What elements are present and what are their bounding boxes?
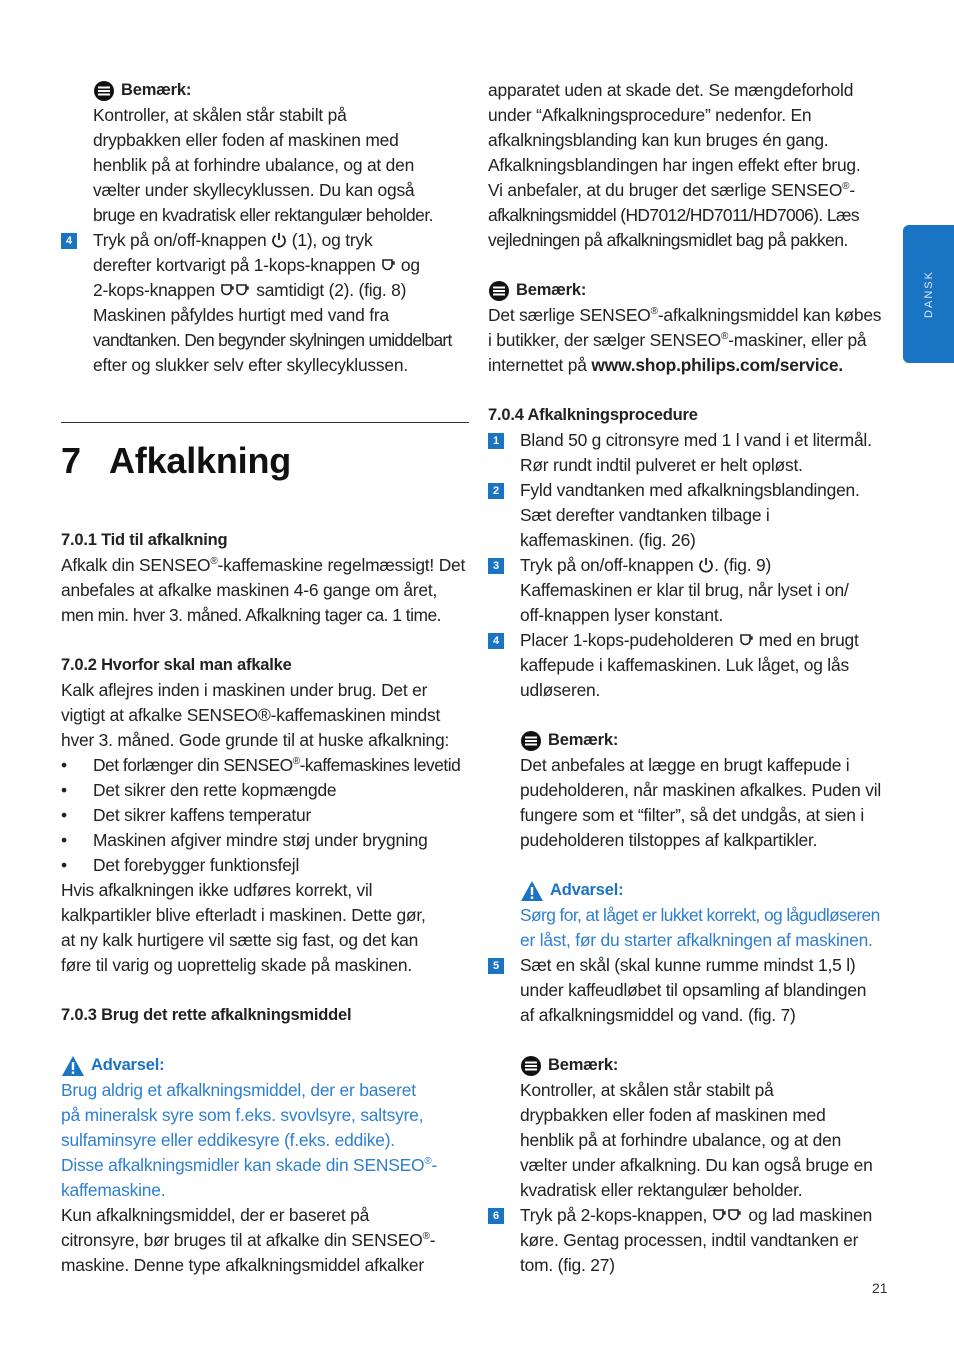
two-cups-icon: [712, 1207, 744, 1223]
note-icon: [488, 280, 510, 302]
note-heading: Bemærk:: [520, 1053, 896, 1078]
list-item: • Det forlænger din SENSEO®-kaffemaskines levetid: [61, 753, 469, 778]
note-heading: Bemærk:: [488, 278, 896, 303]
left-column: Bemærk: Kontroller, at skålen står stabilt på drypbakken eller foden af maskinen med henblik på at forhindre ubalance, og at den vælter under skyllecyklussen. Du kan også bruge en kvadratisk eller rektangulær beholder. 4 Tryk på on/off-knappen (1), og tryk derefter kortvarigt på 1-kops-knappen og 2-kops-knappen samtidigt (2). (fig. 8) Maskinen påfyldes hurtigt med vand fra vandtanken. Den begynder skylningen umiddelbart efter og slukker selv efter skyllecyklussen. 7 Afkalkning 7.0.1 Tid til afkalkning Afkalk din SENSEO®-kaffemaskine regelmæssigt! Det anbefales at afkalke maskinen 4-6 gange om året, men min. hver 3. måned. Afkalkning tager ca. 1 time. 7.0.2 Hvorfor skal man afkalke Kalk aflejres inden i maskinen under brug. Det er vigtigt at afkalke SENSEO®-kaffemaskinen mindst hver 3. måned. Gode grunde til at huske afkalkning: • Det forlænger din SENSEO®-kaffemaskines levetid • Det sikrer den rette kopmængde • Det sikrer kaffens temperatur • Maskinen afgiver mindre støj under brygning • Det forebygger funktionsfejl Hvis afkalkningen ikke udføres korrekt, vil kalkpartikler blive efterladt i maskinen. Dette gør, at ny kalk hurtigere vil sætte sig fast, og det kan føre til varig og uoprettelig skade på maskinen. 7.0.3 Brug det rette afkalkningsmiddel Advarsel: Brug aldrig et afkalkningsmiddel, der er baseret på mineralsk syre som f.eks. svovlsyre, saltsyre, sulfaminsyre eller eddikesyre (f.eks. eddike). Disse afkalkningsmidler kan skade din SENSEO®- kaffemaskine. Kun afkalkningsmiddel, der er baseret på citronsyre, bør bruges til at afkalke din SENSEO®- maskine. Denne type afkalkningsmiddel afkalker: [61, 78, 469, 1278]
note-block: Bemærk: Det anbefales at lægge en brugt kaffepude i pudeholderen, når maskinen afkalkes. Puden vil fungere som et “filter”, så det undgås, at sien i pudeholderen tilstoppes af kalkpartikler.: [488, 728, 896, 853]
note-block: Bemærk: Kontroller, at skålen står stabilt på drypbakken eller foden af maskinen med henblik på at forhindre ubalance, og at den vælter under afkalkning. Du kan også bruge en kvadratisk eller rektangulær beholder.: [488, 1053, 896, 1203]
note-line: vælter under skyllecyklussen. Du kan også: [93, 180, 415, 200]
step-number: 5: [488, 958, 504, 974]
step-number: 1: [488, 433, 504, 449]
warning-icon: [61, 1055, 85, 1077]
page-number: 21: [872, 1280, 888, 1296]
list-item: • Maskinen afgiver mindre støj under brygning: [61, 828, 469, 853]
warning-heading: Advarsel:: [61, 1053, 469, 1078]
language-tab-label: DANSK: [922, 270, 935, 318]
service-link[interactable]: www.shop.philips.com/service.: [591, 355, 843, 375]
warning-heading: Advarsel:: [520, 878, 896, 903]
one-cup-icon: [738, 632, 754, 648]
chapter-number: 7: [61, 440, 81, 481]
note-line: bruge en kvadratisk eller rektangulær beholder.: [93, 205, 433, 225]
warning-block: Advarsel: Sørg for, at låget er lukket korrekt, og lågudløseren er låst, før du starter afkalkningen af maskinen.: [488, 878, 896, 953]
note-icon: [520, 1055, 542, 1077]
note-block: [61, 78, 469, 228]
note-icon: [93, 80, 115, 102]
step-number: 4: [488, 633, 504, 649]
step-4-rinse: 4 Tryk på on/off-knappen (1), og tryk derefter kortvarigt på 1-kops-knappen og 2-kops-knappen samtidigt (2). (fig. 8) Maskinen påfyldes hurtigt med vand fra vandtanken. Den begynder skylningen umiddelbart efter og slukker selv efter skyllecyklussen.: [61, 228, 469, 378]
step-number: 2: [488, 483, 504, 499]
section-title-702: 7.0.2 Hvorfor skal man afkalke: [61, 656, 292, 674]
power-icon: [698, 557, 714, 573]
note-heading: Bemærk:: [93, 78, 469, 103]
note-line: Kontroller, at skålen står stabilt på: [93, 105, 347, 125]
section-title-703: 7.0.3 Brug det rette afkalkningsmiddel: [61, 1006, 352, 1024]
list-item: • Det sikrer kaffens temperatur: [61, 803, 469, 828]
list-item: • Det forebygger funktionsfejl: [61, 853, 469, 878]
language-tab: [903, 225, 954, 363]
note-icon: [520, 730, 542, 752]
chapter-title: Afkalkning: [109, 440, 292, 481]
note-block: Bemærk: Det særlige SENSEO®-afkalkningsmiddel kan købes i butikker, der sælger SENSEO®-maskiner, eller på internettet på www.shop.philips.com/service.: [488, 278, 896, 378]
step-2: 2 Fyld vandtanken med afkalkningsblandingen. Sæt derefter vandtanken tilbage i kaffemaskinen. (fig. 26): [488, 478, 896, 553]
note-heading: Bemærk:: [520, 728, 896, 753]
warning-icon: [520, 880, 544, 902]
section-title-704: 7.0.4 Afkalkningsprocedure: [488, 406, 698, 424]
note-line: henblik på at forhindre ubalance, og at den: [93, 155, 415, 175]
step-1: 1 Bland 50 g citronsyre med 1 l vand i et litermål. Rør rundt indtil pulveret er helt opløst.: [488, 428, 896, 478]
chapter-heading: [61, 422, 469, 484]
step-number: 3: [488, 558, 504, 574]
two-cups-icon: [220, 282, 252, 298]
list-item: • Det sikrer den rette kopmængde: [61, 778, 469, 803]
note-line: drypbakken eller foden af maskinen med: [93, 130, 399, 150]
step-5: 5 Sæt en skål (skal kunne rumme mindst 1,5 l) under kaffeudløbet til opsamling af blandingen af afkalkningsmiddel og vand. (fig. 7): [488, 953, 896, 1028]
step-number: 4: [61, 233, 77, 249]
step-4: 4 Placer 1-kops-pudeholderen med en brugt kaffepude i kaffemaskinen. Luk låget, og lås udløseren.: [488, 628, 896, 703]
right-column: apparatet uden at skade det. Se mængdeforhold under “Afkalkningsprocedure” nedenfor. En afkalkningsblanding kan kun bruges én gang. Afkalkningsblandingen har ingen effekt efter brug. Vi anbefaler, at du bruger det særlige SENSEO®- afkalkningsmiddel (HD7012/HD7011/HD7006). Læs vejledningen på afkalkningsmidlet bag på pakken. Bemærk: Det særlige SENSEO®-afkalkningsmiddel kan købes i butikker, der sælger SENSEO®-maskiner, eller på internettet på www.shop.philips.com/service. 7.0.4 Afkalkningsprocedure 1 Bland 50 g citronsyre med 1 l vand i et litermål. Rør rundt indtil pulveret er helt opløst. 2 Fyld vandtanken med afkalkningsblandingen. Sæt derefter vandtanken tilbage i kaffemaskinen. (fig. 26) 3 Tryk på on/off-knappen . (fig. 9) Kaffemaskinen er klar til brug, når lyset i on/ off-knappen lyser konstant. 4 Placer 1-kops-pudeholderen med en brugt kaffepude i kaffemaskinen. Luk låget, og lås udløseren. Bemærk: Det anbefales at lægge en brugt kaffepude i pudeholderen, når maskinen afkalkes. Puden vil fungere som et “filter”, så det undgås, at sien i pudeholderen tilstoppes af kalkpartikler. Advarsel: Sørg for, at låget er lukket korrekt, og lågudløseren er låst, før du starter afkalkningen af maskinen. 5 Sæt en skål (skal kunne rumme mindst 1,5 l) under kaffeudløbet til opsamling af blandingen af afkalkningsmiddel og vand. (fig. 7) Bemærk: Kontroller, at skålen står stabilt på drypbakken eller foden af maskinen med henblik på at forhindre ubalance, og at den vælter under afkalkning. Du kan også bruge en kvadratisk eller rektangulær beholder. 6 Tryk på 2-kops-knappen, og lad maskinen køre. Gentag processen, indtil vandtanken er tom. (fig. 27): [488, 78, 896, 1278]
power-icon: [271, 232, 287, 248]
section-title-701: 7.0.1 Tid til afkalkning: [61, 531, 228, 549]
step-number: 6: [488, 1208, 504, 1224]
step-3: 3 Tryk på on/off-knappen . (fig. 9) Kaffemaskinen er klar til brug, når lyset i on/ off-knappen lyser konstant.: [488, 553, 896, 628]
step-6: 6 Tryk på 2-kops-knappen, og lad maskinen køre. Gentag processen, indtil vandtanken er tom. (fig. 27): [488, 1203, 896, 1278]
one-cup-icon: [380, 257, 396, 273]
